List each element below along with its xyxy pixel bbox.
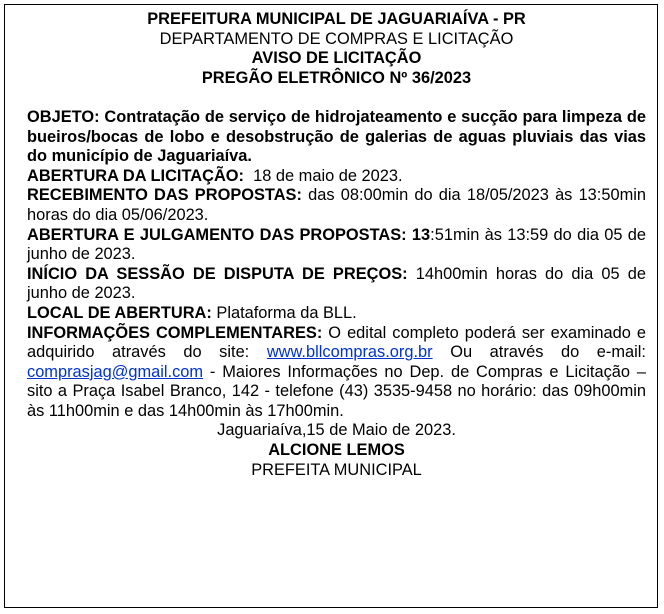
informacoes-text: O edital completo poderá ser examinado e adquirido através do site: — [27, 323, 646, 362]
recebimento-value: das 08:00min do dia 18/05/2023 às 13:50min horas do dia 05/06/2023. — [27, 186, 646, 224]
spacer — [27, 88, 646, 108]
informacoes-text: - Maiores Informações no Dep. de Compras e Licitação – sito a Praça Isabel Branco, 142 - telefone (43) 3535-9458 no horário: das 09h00min às 11h00min e das 14h00min às 17h00min. — [27, 362, 646, 420]
julgamento-paragraph — [27, 226, 646, 265]
julgamento-label: ABERTURA E JULGAMENTO DAS PROPOSTAS: 13 — [27, 225, 431, 244]
abertura-value: 18 de maio de 2023. — [244, 166, 403, 185]
bid-notice — [4, 4, 658, 608]
abertura-label: ABERTURA DA LICITAÇÃO: — [27, 166, 244, 185]
header-auction-number: PREGÃO ELETRÔNICO Nº 36/2023 — [201, 68, 472, 87]
footer-signatory-name: ALCIONE LEMOS — [268, 441, 405, 460]
email-link[interactable]: comprasjag@gmail.com — [27, 362, 204, 381]
local-value: Plataforma da BLL. — [211, 303, 357, 322]
header-municipality: PREFEITURA MUNICIPAL DE JAGUARIAÍVA - PR — [147, 10, 526, 28]
abertura-paragraph — [27, 167, 646, 187]
site-link[interactable]: www.bllcompras.org.br — [266, 343, 433, 362]
footer-signatory-role: PREFEITA MUNICIPAL — [251, 460, 422, 479]
local-paragraph — [27, 304, 646, 324]
recebimento-label: RECEBIMENTO DAS PROPOSTAS: — [27, 186, 302, 205]
footer-date: Jaguariaíva,15 de Maio de 2023. — [217, 421, 456, 440]
objeto-paragraph: OBJETO: Contratação de serviço de hidrojateamento e sucção para limpeza de bueiros/bocas de lobo e desobstrução de galerias de aguas pluviais das vias do município de Jaguariaíva. — [27, 107, 646, 166]
header-department: DEPARTAMENTO DE COMPRAS E LICITAÇÃO — [159, 29, 514, 48]
recebimento-paragraph — [27, 186, 646, 225]
informacoes-paragraph — [27, 324, 646, 422]
inicio-value: 14h00min horas do dia 05 de junho de 2023. — [27, 264, 646, 303]
inicio-paragraph — [27, 265, 646, 304]
local-label: LOCAL DE ABERTURA: — [27, 303, 212, 322]
header-notice-title: AVISO DE LICITAÇÃO — [251, 49, 422, 68]
informacoes-text: Ou através do e-mail: — [432, 343, 646, 362]
julgamento-value: :51min às 13:59 do dia 05 de junho de 2023. — [27, 225, 646, 264]
inicio-label: INÍCIO DA SESSÃO DE DISPUTA DE PREÇOS: — [27, 264, 408, 283]
informacoes-label: INFORMAÇÕES COMPLEMENTARES: — [27, 323, 323, 342]
